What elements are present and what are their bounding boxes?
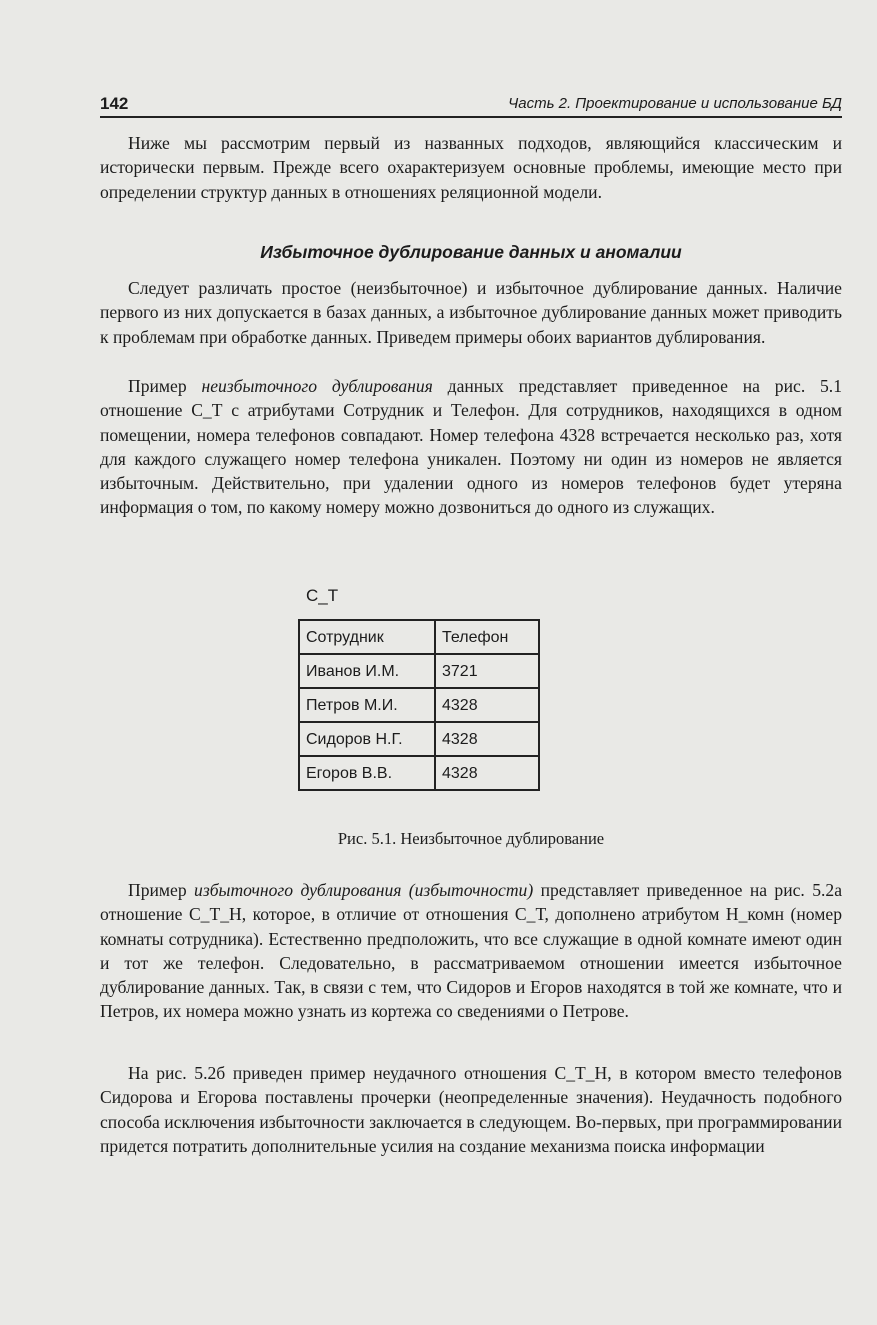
text-segment: Пример [128,376,202,396]
cell-employee: Иванов И.М. [299,654,435,688]
section-heading: Избыточное дублирование данных и аномалии [260,242,682,262]
paragraph-nonredundant-example [100,374,842,520]
column-header-employee: Сотрудник [299,620,435,654]
text-segment: данных представляет приведенное на рис. 5.1 отношение С_Т с атрибутами Сотрудник и Телефон. Для сотрудников, находящихся в одном помещении, номера телефонов совпадают. Номер телефона 4328 встречается несколько раз, хотя для каждого служащего номер телефона уникален. Поэтому ни один из номеров не является избыточным. Действительно, при удалении одного из номеров телефонов будет утеряна информация о том, по какому номеру можно дозвониться до одного из служащих. [100,376,843,518]
part-title: Часть 2. Проектирование и использование БД [508,95,842,112]
paragraph-duplication-types: Следует различать простое (неизбыточное) и избыточное дублирование данных. Наличие первого из них допускается в базах данных, а избыточное дублирование данных может приводить к проблемам при обработке данных. Приведем примеры обоих вариантов дублирования. [100,278,842,347]
cell-employee: Егоров В.В. [299,756,435,790]
table-header-row [299,620,539,654]
cell-phone: 4328 [435,688,539,722]
cell-phone: 4328 [435,722,539,756]
cell-phone: 3721 [435,654,539,688]
column-header-phone: Телефон [435,620,539,654]
cell-employee: Сидоров Н.Г. [299,722,435,756]
paragraph-redundant-example [100,878,842,1024]
cell-phone: 4328 [435,756,539,790]
text-segment: Пример [128,880,195,900]
table-row [299,654,539,688]
cell-employee: Петров М.И. [299,688,435,722]
term-nonredundant: неизбыточного дублирования [201,376,433,396]
relation-table [298,619,540,791]
table-row [299,688,539,722]
paragraph-bad-relation: На рис. 5.2б приведен пример неудачного отношения С_Т_Н, в котором вместо телефонов Сидорова и Егорова поставлены прочерки (неопределенные значения). Неудачность подобного способа исключения избыточности заключается в следующем. Во-первых, при программировании придется потратить дополнительные усилия на создание механизма поиска информации [100,1063,842,1156]
paragraph-intro: Ниже мы рассмотрим первый из названных подходов, являющийся классическим и исторически первым. Прежде всего охарактеризуем основные проблемы, имеющие место при определении структур данных в отношениях реляционной модели. [100,133,842,202]
page-number: 142 [100,94,129,113]
term-redundant: избыточного дублирования (избыточности) [194,880,534,900]
relation-name: С_Т [306,586,339,605]
table-row [299,722,539,756]
text-segment: представляет приведенное на рис. 5.2а отношение С_Т_Н, которое, в отличие от отношения С_Т, дополнено атрибутом Н_комн (номер комнаты сотрудника). Естественно предположить, что все служащие в одной комнате имеют один и тот же телефон. Следовательно, в рассматриваемом отношении имеется избыточное дублирование данных. Так, в связи с тем, что Сидоров и Егоров находятся в той же комнате, что и Петров, их номера можно узнать из кортежа со сведениями о Петрове. [100,880,843,1022]
running-header [100,94,842,118]
figure-caption: Рис. 5.1. Неизбыточное дублирование [337,829,605,848]
table-row [299,756,539,790]
